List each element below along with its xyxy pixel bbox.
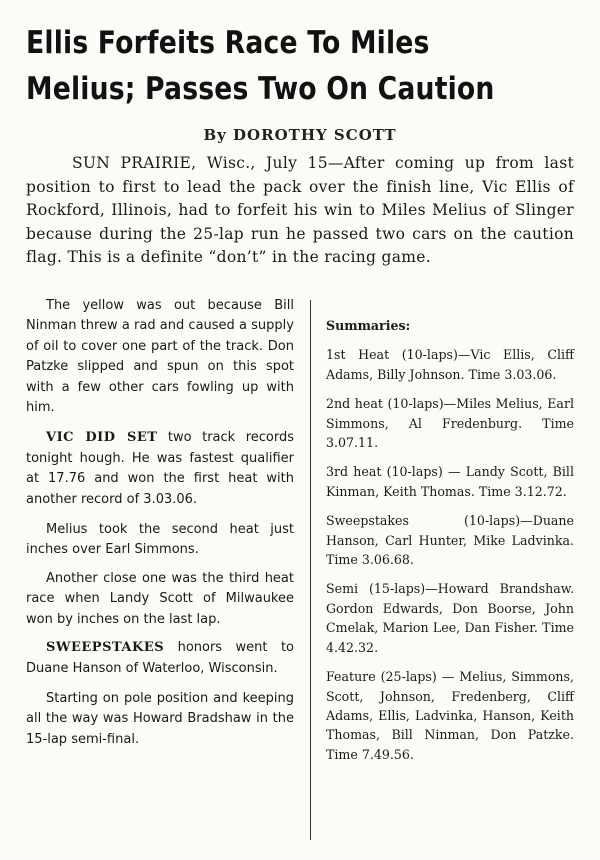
headline <box>26 20 508 112</box>
summaries-column <box>326 316 574 764</box>
headline-line-1: Ellis Forfeits Race To Miles <box>26 25 430 61</box>
summary-heat-3: 3rd heat (10-laps) — Landy Scott, Bill Kinman, Keith Thomas. Time 3.12.72. <box>326 464 574 499</box>
paragraph-third-heat: Another close one was the third heat race when Landy Scott of Milwaukee won by inches on the last lap. <box>26 570 294 627</box>
paragraph-text: honors went to Duane Hanson of Waterloo, Wisconsin. <box>26 640 294 676</box>
summary-feature: Feature (25-laps) — Melius, Simmons, Scott, Johnson, Fredenberg, Cliff Adams, Ellis, Ladvinka, Hanson, Keith Thomas, Bill Ninman, Don Patzke. Time 7.49.56. <box>326 669 574 762</box>
column-divider <box>310 300 311 840</box>
headline-line-2: Melius; Passes Two On Caution <box>26 71 495 107</box>
paragraph-lead-words: SWEEPSTAKES <box>46 640 165 656</box>
paragraph-sweepstakes <box>26 638 294 679</box>
summary-sweepstakes: Sweepstakes (10-laps)—Duane Hanson, Carl Hunter, Mike Ladvinka. Time 3.06.68. <box>326 513 574 568</box>
paragraph-track-records <box>26 428 294 510</box>
paragraph-second-heat: Melius took the second heat just inches over Earl Simmons. <box>26 522 294 558</box>
left-column <box>26 296 294 760</box>
paragraph-text: two track records tonight hough. He was fastest qualifier at 17.76 and won the first heat with another record of 3.03.06. <box>26 430 295 507</box>
summaries-title: Summaries: <box>326 318 411 333</box>
lead-paragraph: SUN PRAIRIE, Wisc., July 15—After coming up from last position to first to lead the pack over the finish line, Vic Ellis of Rockford, Illinois, had to forfeit his win to Miles Melius of Slinger because during the 25-lap run he passed two cars on the caution flag. This is a definite “don’t” in the racing game. <box>26 154 574 267</box>
paragraph-semi-final: Starting on pole position and keeping all the way was Howard Bradshaw in the 15-lap semi-final. <box>26 690 294 747</box>
paragraph-lead-words: VIC DID SET <box>46 430 158 446</box>
summary-semi: Semi (15-laps)—Howard Brandshaw. Gordon Edwards, Don Boorse, John Cmelak, Marion Lee, Dan Fisher. Time 4.42.32. <box>326 581 574 655</box>
summary-heat-2: 2nd heat (10-laps)—Miles Melius, Earl Simmons, Al Fredenburg. Time 3.07.11. <box>326 396 574 451</box>
summary-heat-1: 1st Heat (10-laps)—Vic Ellis, Cliff Adams, Billy Johnson. Time 3.03.06. <box>326 347 574 382</box>
byline: By DOROTHY SCOTT <box>203 126 397 144</box>
paragraph-yellow-flag: The yellow was out because Bill Ninman threw a rad and caused a supply of oil to cover one part of the track. Don Patzke slipped and spun on this spot with a few other cars fowling up with him. <box>26 298 294 416</box>
